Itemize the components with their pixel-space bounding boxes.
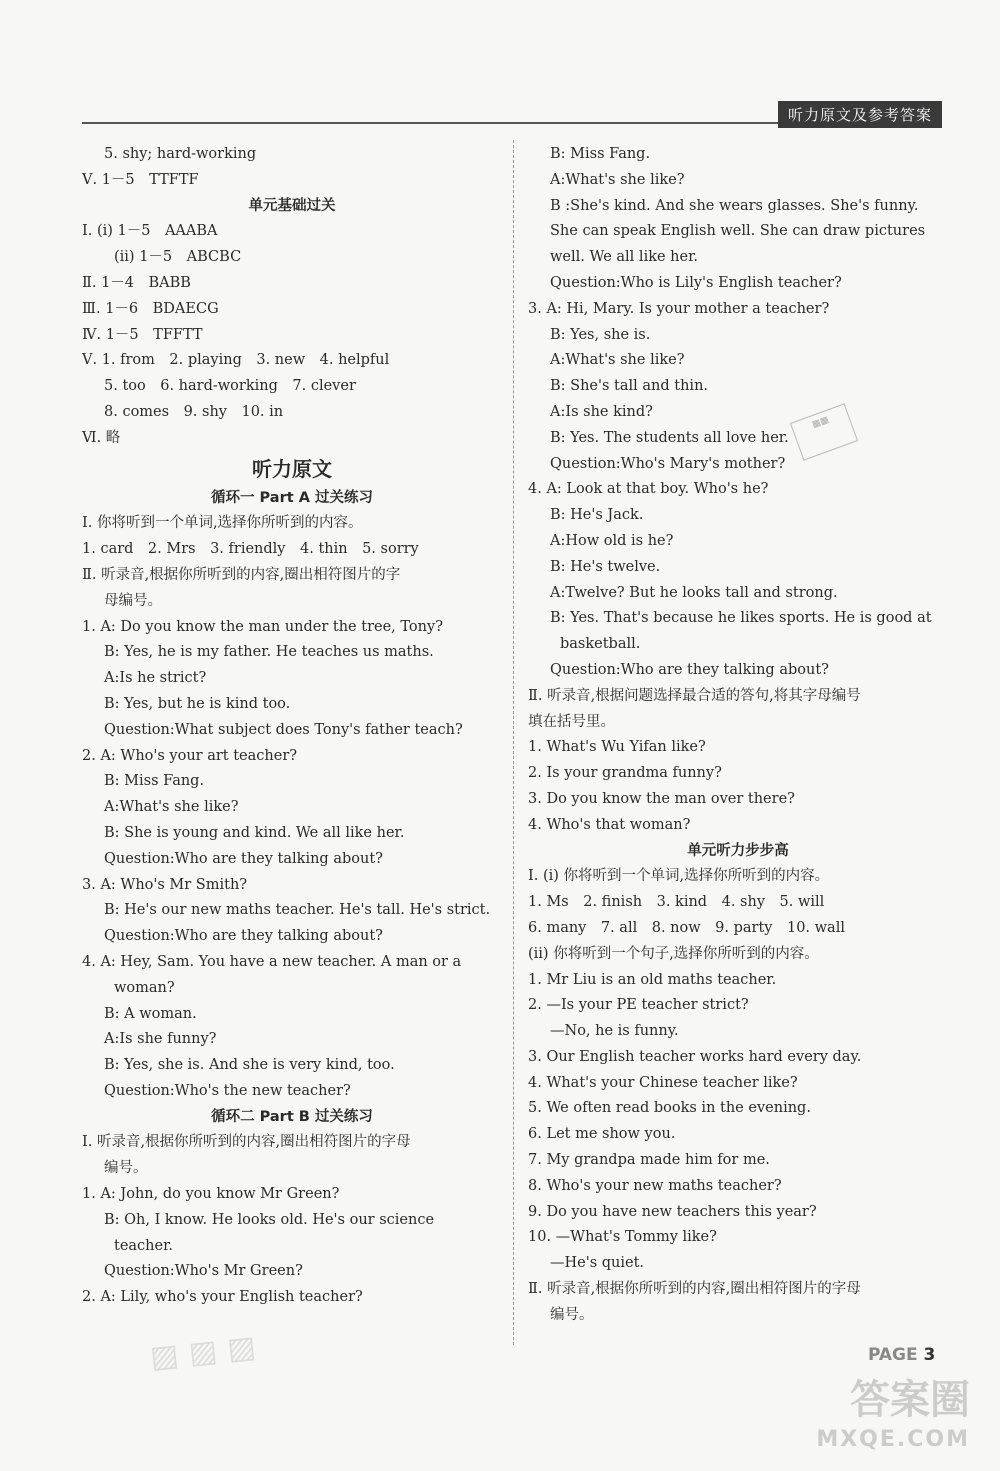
page-label: PAGE bbox=[868, 1345, 918, 1365]
column-divider bbox=[513, 140, 514, 1345]
right-line: B: She's tall and thin. bbox=[550, 378, 709, 395]
left-line: 5. shy; hard-working bbox=[104, 146, 257, 162]
left-line: 4. A: Hey, Sam. You have a new teacher. A man or a bbox=[82, 953, 462, 970]
right-line: 2. Is your grandma funny? bbox=[528, 765, 722, 782]
stamp-icon: ▦▦ bbox=[790, 403, 858, 460]
right-line: A:Is she kind? bbox=[550, 403, 653, 420]
left-line: Ⅳ. 1－5 TFFTT bbox=[82, 326, 203, 343]
left-line: Question:Who's Mr Green? bbox=[104, 1263, 303, 1280]
right-line: 3. Do you know the man over there? bbox=[528, 790, 795, 807]
right-line: B: Yes. The students all love her. bbox=[550, 429, 789, 446]
watermark-sub: MXQE.COM bbox=[816, 1427, 970, 1452]
right-line: A:What's she like? bbox=[550, 352, 685, 369]
right-line: B: He's twelve. bbox=[550, 558, 661, 575]
site-watermark bbox=[816, 1377, 970, 1460]
right-line: Question:Who is Lily's English teacher? bbox=[550, 274, 842, 291]
left-line: 循环二 Part B 过关练习 bbox=[211, 1108, 373, 1125]
left-line: B: He's our new maths teacher. He's tall. He's strict. bbox=[104, 902, 491, 919]
left-line: A:What's she like? bbox=[104, 799, 239, 816]
left-line: Question:Who's the new teacher? bbox=[104, 1082, 351, 1099]
right-line: 4. A: Look at that boy. Who's he? bbox=[528, 481, 769, 498]
left-line: Ⅴ. 1. from 2. playing 3. new 4. helpful bbox=[82, 352, 390, 369]
right-line: (ii) 你将听到一个句子,选择你所听到的内容。 bbox=[528, 945, 819, 962]
left-line: B: Yes, but he is kind too. bbox=[104, 695, 291, 712]
left-line: 2. A: Who's your art teacher? bbox=[82, 747, 298, 764]
right-line: A:Twelve? But he looks tall and strong. bbox=[550, 584, 838, 601]
page-number bbox=[868, 1345, 935, 1365]
right-line: Ⅱ. 听录音,根据你所听到的内容,圈出相符图片的字母 bbox=[528, 1281, 861, 1298]
right-line: Question:Who are they talking about? bbox=[550, 661, 829, 678]
right-line: 9. Do you have new teachers this year? bbox=[528, 1203, 817, 1220]
right-line: A:What's she like? bbox=[550, 171, 685, 188]
right-line: 4. What's your Chinese teacher like? bbox=[528, 1074, 798, 1091]
right-line: B: Yes. That's because he likes sports. He is good at bbox=[550, 610, 932, 627]
right-line: 7. My grandpa made him for me. bbox=[528, 1152, 770, 1169]
left-column bbox=[82, 142, 502, 1311]
right-line: Ⅰ. (i) 你将听到一个单词,选择你所听到的内容。 bbox=[528, 868, 830, 885]
right-line: B: He's Jack. bbox=[550, 507, 644, 524]
right-line: 10. —What's Tommy like? bbox=[528, 1229, 717, 1246]
left-line: B: Miss Fang. bbox=[104, 773, 205, 790]
right-line: 3. Our English teacher works hard every day. bbox=[528, 1048, 862, 1065]
left-line: 听力原文 bbox=[252, 456, 332, 481]
left-line: 8. comes 9. shy 10. in bbox=[104, 403, 284, 420]
right-line: 3. A: Hi, Mary. Is your mother a teacher? bbox=[528, 300, 830, 317]
right-line: well. We all like her. bbox=[550, 249, 699, 266]
left-line: Question:Who are they talking about? bbox=[104, 850, 383, 867]
left-line: Question:Who are they talking about? bbox=[104, 928, 383, 945]
right-line: 5. We often read books in the evening. bbox=[528, 1100, 811, 1117]
left-line: Ⅲ. 1－6 BDAECG bbox=[82, 300, 219, 317]
right-line: 8. Who's your new maths teacher? bbox=[528, 1177, 782, 1194]
left-line: B: A woman. bbox=[104, 1005, 197, 1022]
left-line: Ⅴ. 1－5 TTFTF bbox=[82, 171, 199, 188]
right-line: 1. What's Wu Yifan like? bbox=[528, 739, 706, 756]
page-digit: 3 bbox=[923, 1345, 936, 1365]
left-line: 1. A: Do you know the man under the tree, Tony? bbox=[82, 618, 443, 635]
left-line: B: Oh, I know. He looks old. He's our science bbox=[104, 1211, 435, 1228]
left-line: 5. too 6. hard-working 7. clever bbox=[104, 378, 356, 395]
faint-watermark: ▨ ▨ ▨ bbox=[148, 1329, 258, 1376]
left-line: (ii) 1－5 ABCBC bbox=[114, 249, 242, 266]
right-line: A:How old is he? bbox=[550, 532, 674, 549]
left-line: A:Is she funny? bbox=[104, 1031, 217, 1048]
left-line: 母编号。 bbox=[104, 592, 162, 609]
left-line: Ⅱ. 听录音,根据你所听到的内容,圈出相符图片的字 bbox=[82, 566, 401, 583]
right-line: She can speak English well. She can draw pictures bbox=[550, 223, 926, 240]
left-line: Ⅵ. 略 bbox=[82, 429, 121, 446]
left-line: 3. A: Who's Mr Smith? bbox=[82, 876, 248, 893]
left-line: 循环一 Part A 过关练习 bbox=[211, 489, 373, 506]
left-line: woman? bbox=[114, 979, 175, 996]
right-line: basketball. bbox=[560, 636, 641, 653]
left-line: 1. card 2. Mrs 3. friendly 4. thin 5. sorry bbox=[82, 541, 419, 558]
right-line: Ⅱ. 听录音,根据问题选择最合适的答句,将其字母编号 bbox=[528, 687, 861, 704]
left-line: 1. A: John, do you know Mr Green? bbox=[82, 1186, 340, 1203]
right-line: 单元听力步步高 bbox=[687, 842, 789, 859]
left-line: 单元基础过关 bbox=[248, 197, 336, 214]
left-line: Ⅰ. 你将听到一个单词,选择你所听到的内容。 bbox=[82, 515, 363, 532]
right-line: B :She's kind. And she wears glasses. She's funny. bbox=[550, 197, 919, 214]
left-line: Ⅰ. 听录音,根据你所听到的内容,圈出相符图片的字母 bbox=[82, 1134, 411, 1151]
left-line: A:Is he strict? bbox=[104, 670, 207, 687]
right-line: —He's quiet. bbox=[550, 1255, 645, 1272]
left-line: B: Yes, she is. And she is very kind, too. bbox=[104, 1057, 395, 1074]
right-line: 填在括号里。 bbox=[528, 713, 615, 730]
left-line: Ⅱ. 1－4 BABB bbox=[82, 274, 191, 291]
left-line: Ⅰ. (i) 1－5 AAABA bbox=[82, 223, 218, 240]
right-line: Question:Who's Mary's mother? bbox=[550, 455, 786, 472]
right-line: —No, he is funny. bbox=[550, 1023, 679, 1040]
right-line: 2. —Is your PE teacher strict? bbox=[528, 997, 749, 1014]
left-line: B: Yes, he is my father. He teaches us maths. bbox=[104, 644, 434, 661]
left-line: Question:What subject does Tony's father teach? bbox=[104, 721, 463, 738]
right-line: 4. Who's that woman? bbox=[528, 816, 691, 833]
left-line: 2. A: Lily, who's your English teacher? bbox=[82, 1289, 363, 1306]
left-line: teacher. bbox=[114, 1237, 174, 1254]
right-column bbox=[528, 142, 948, 1329]
right-line: B: Yes, she is. bbox=[550, 326, 651, 343]
section-title: 听力原文及参考答案 bbox=[778, 101, 942, 128]
right-line: B: Miss Fang. bbox=[550, 146, 651, 162]
right-line: 1. Mr Liu is an old maths teacher. bbox=[528, 971, 777, 988]
right-line: 1. Ms 2. finish 3. kind 4. shy 5. will bbox=[528, 894, 825, 911]
right-line: 编号。 bbox=[550, 1306, 594, 1323]
right-line: 6. Let me show you. bbox=[528, 1126, 676, 1143]
watermark-main: 答案圈 bbox=[850, 1377, 970, 1423]
right-line: 6. many 7. all 8. now 9. party 10. wall bbox=[528, 919, 845, 936]
left-line: 编号。 bbox=[104, 1160, 148, 1177]
left-line: B: She is young and kind. We all like her. bbox=[104, 824, 405, 841]
